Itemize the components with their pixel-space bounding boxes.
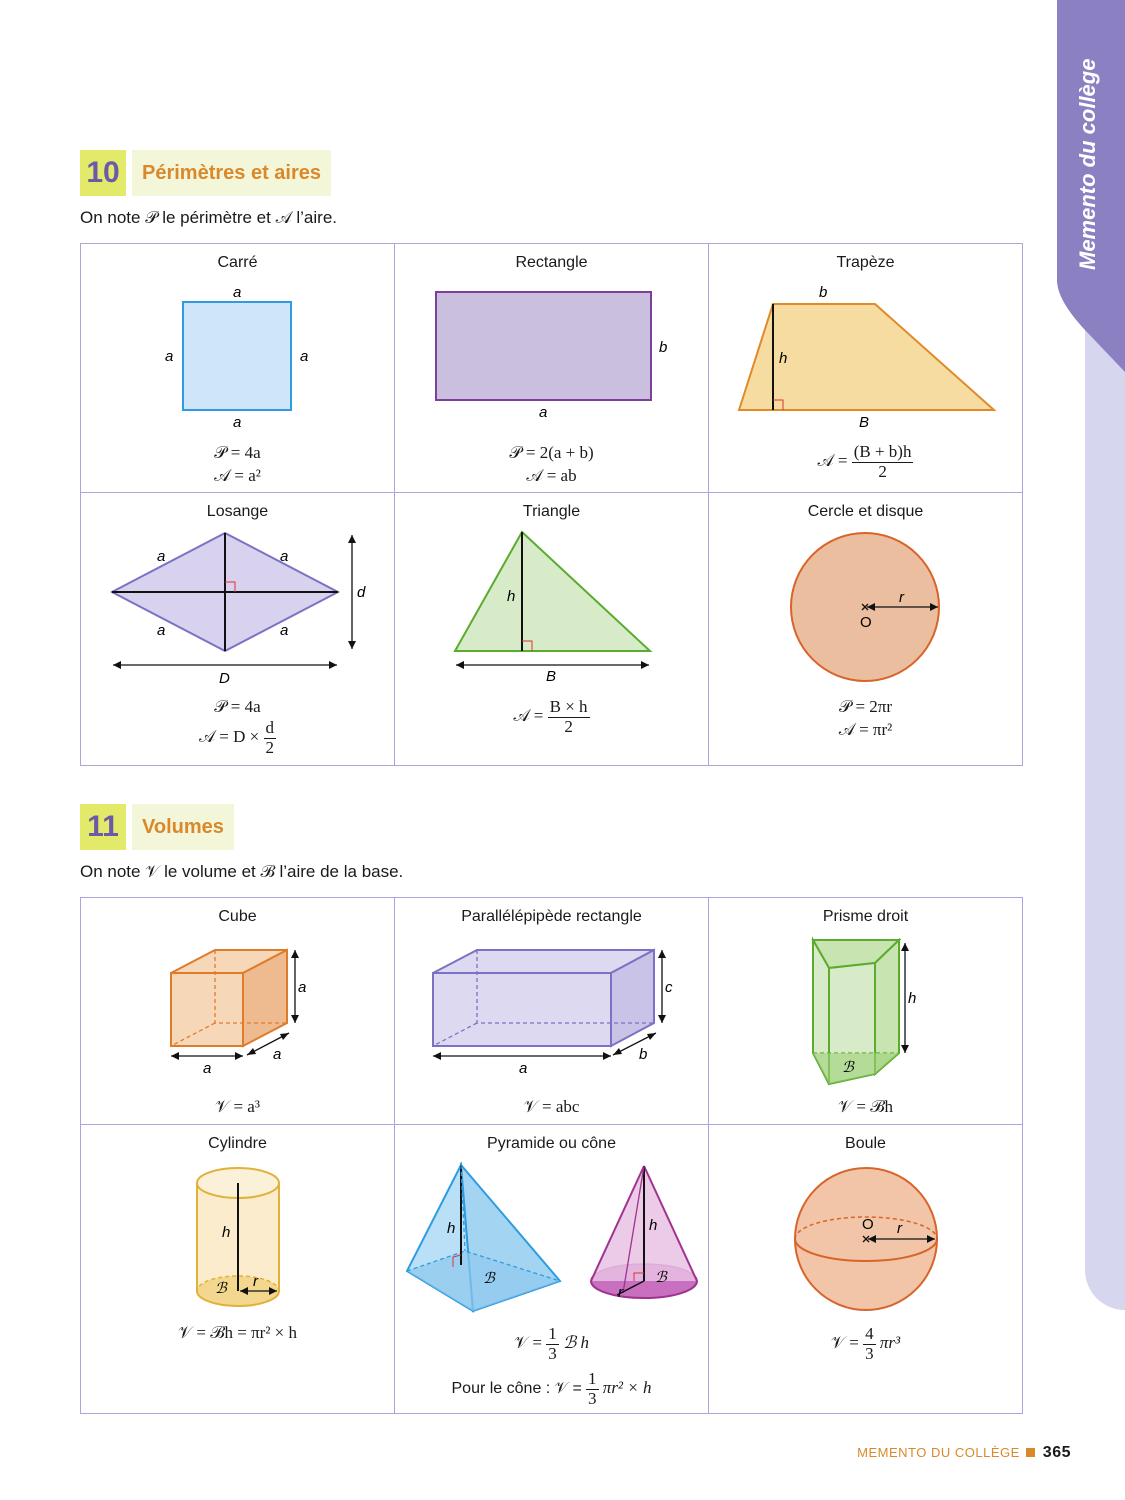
svg-text:a: a <box>280 548 289 565</box>
svg-text:a: a <box>519 1060 528 1077</box>
svg-text:a: a <box>157 548 166 565</box>
cell-rectangle <box>395 244 709 493</box>
svg-text:ℬ: ℬ <box>842 1059 854 1076</box>
volume-formula: 𝒱 = ℬh = πr² × h <box>177 1323 298 1342</box>
svg-text:a: a <box>233 284 242 301</box>
svg-text:O: O <box>862 1216 874 1233</box>
svg-text:h: h <box>779 350 788 367</box>
footer-label: MEMENTO DU COLLÈGE <box>857 1445 1020 1460</box>
cone-volume-formula: Pour le cône : 𝒱 = $\frac{1}{3}$ πr² × h <box>451 1369 652 1408</box>
svg-text:ℬ: ℬ <box>655 1269 667 1286</box>
sphere-figure <box>709 1125 1022 1413</box>
svg-text:b: b <box>659 339 668 356</box>
svg-text:h: h <box>507 588 516 605</box>
volume-formula: 𝒱 = ℬh <box>837 1097 894 1116</box>
sidebar-strip <box>1085 330 1125 1310</box>
cell-pave <box>395 898 709 1125</box>
cell-cylindre <box>81 1125 395 1413</box>
svg-text:a: a <box>300 348 309 365</box>
cell-title: Carré <box>217 254 258 271</box>
area-formula: 𝒜 = a² <box>214 466 261 485</box>
sidebar-label: Memento du collège <box>1075 58 1100 270</box>
section-intro: On note 𝒱 le volume et ℬ l’aire de la base. <box>80 862 404 881</box>
svg-text:r: r <box>253 1273 258 1290</box>
cell-title: Parallélépipède rectangle <box>461 908 642 925</box>
cylinder-figure <box>81 1125 395 1413</box>
pyramid-volume-formula: 𝒱 = $\frac{1}{3}$ ℬ h <box>513 1324 590 1363</box>
area-formula: 𝒜 = $\frac{(B + b)h}{2}$ <box>817 442 912 481</box>
svg-text:a: a <box>280 622 289 639</box>
svg-text:ℬ: ℬ <box>483 1270 495 1287</box>
svg-text:r: r <box>618 1284 623 1301</box>
cell-trapeze <box>709 244 1022 493</box>
area-formula: 𝒜 = ab <box>526 466 577 485</box>
cell-carre <box>81 244 395 493</box>
cell-cercle <box>709 493 1022 765</box>
svg-text:a: a <box>203 1060 212 1077</box>
svg-text:B: B <box>859 414 870 431</box>
perimeter-formula: 𝒫 = 2πr <box>838 697 893 716</box>
svg-text:h: h <box>447 1220 456 1237</box>
page-number: 365 <box>1042 1444 1071 1461</box>
cell-title: Cercle et disque <box>807 503 924 520</box>
svg-text:B: B <box>546 668 557 685</box>
section-title: Périmètres et aires <box>132 150 331 196</box>
cell-cube <box>81 898 395 1125</box>
svg-text:b: b <box>639 1046 648 1063</box>
svg-text:h: h <box>649 1217 658 1234</box>
area-formula: 𝒜 = πr² <box>838 720 893 739</box>
cell-boule <box>709 1125 1022 1413</box>
area-formula: 𝒜 = $\frac{B \times h}{2}$ <box>513 697 588 736</box>
svg-text:r: r <box>897 1220 902 1237</box>
svg-text:O: O <box>860 614 872 631</box>
svg-text:a: a <box>233 414 242 431</box>
section-number: 10 <box>80 150 126 196</box>
square-icon <box>1026 1448 1035 1457</box>
cell-title: Cube <box>218 908 257 925</box>
svg-text:r: r <box>899 589 904 606</box>
section-number: 11 <box>80 804 126 850</box>
section-intro: On note 𝒫 le périmètre et 𝒜 l’aire. <box>80 208 338 227</box>
cell-title: Losange <box>206 503 269 520</box>
svg-text:a: a <box>539 404 548 421</box>
svg-text:a: a <box>157 622 166 639</box>
cell-title: Trapèze <box>836 254 895 271</box>
svg-text:h: h <box>222 1224 231 1241</box>
prism-figure <box>709 898 1022 1125</box>
svg-text:D: D <box>219 670 230 687</box>
cell-title: Boule <box>845 1135 886 1152</box>
volume-formula: 𝒱 = abc <box>523 1097 580 1116</box>
cell-title: Pyramide ou cône <box>487 1135 616 1152</box>
volumes-table <box>80 897 1023 1414</box>
section-title: Volumes <box>132 804 234 850</box>
cell-title: Triangle <box>522 503 581 520</box>
perimeter-formula: 𝒫 = 2(a + b) <box>509 443 594 462</box>
cell-losange <box>81 493 395 765</box>
cell-prisme <box>709 898 1022 1125</box>
cube-figure <box>81 898 395 1125</box>
area-formula: 𝒜 = D × $\frac{d}{2}$ <box>198 718 275 757</box>
svg-text:ℬ: ℬ <box>215 1280 227 1297</box>
svg-text:b: b <box>819 284 828 301</box>
cell-title: Prisme droit <box>822 908 909 925</box>
cell-title: Cylindre <box>208 1135 267 1152</box>
areas-table <box>80 243 1023 766</box>
svg-text:c: c <box>665 979 673 996</box>
svg-text:a: a <box>165 348 174 365</box>
volume-formula: 𝒱 = $\frac{4}{3}$ πr³ <box>830 1324 901 1363</box>
svg-text:a: a <box>298 979 307 996</box>
volume-formula: 𝒱 = a³ <box>215 1097 260 1116</box>
page-footer <box>857 1444 1071 1462</box>
cell-pyramide <box>395 1125 709 1413</box>
svg-text:d: d <box>357 584 366 601</box>
perimeter-formula: 𝒫 = 4a <box>214 443 261 462</box>
cuboid-figure <box>395 898 709 1125</box>
cell-triangle <box>395 493 709 765</box>
svg-text:h: h <box>908 990 917 1007</box>
cell-title: Rectangle <box>515 254 588 271</box>
perimeter-formula: 𝒫 = 4a <box>214 697 261 716</box>
svg-text:a: a <box>273 1046 282 1063</box>
